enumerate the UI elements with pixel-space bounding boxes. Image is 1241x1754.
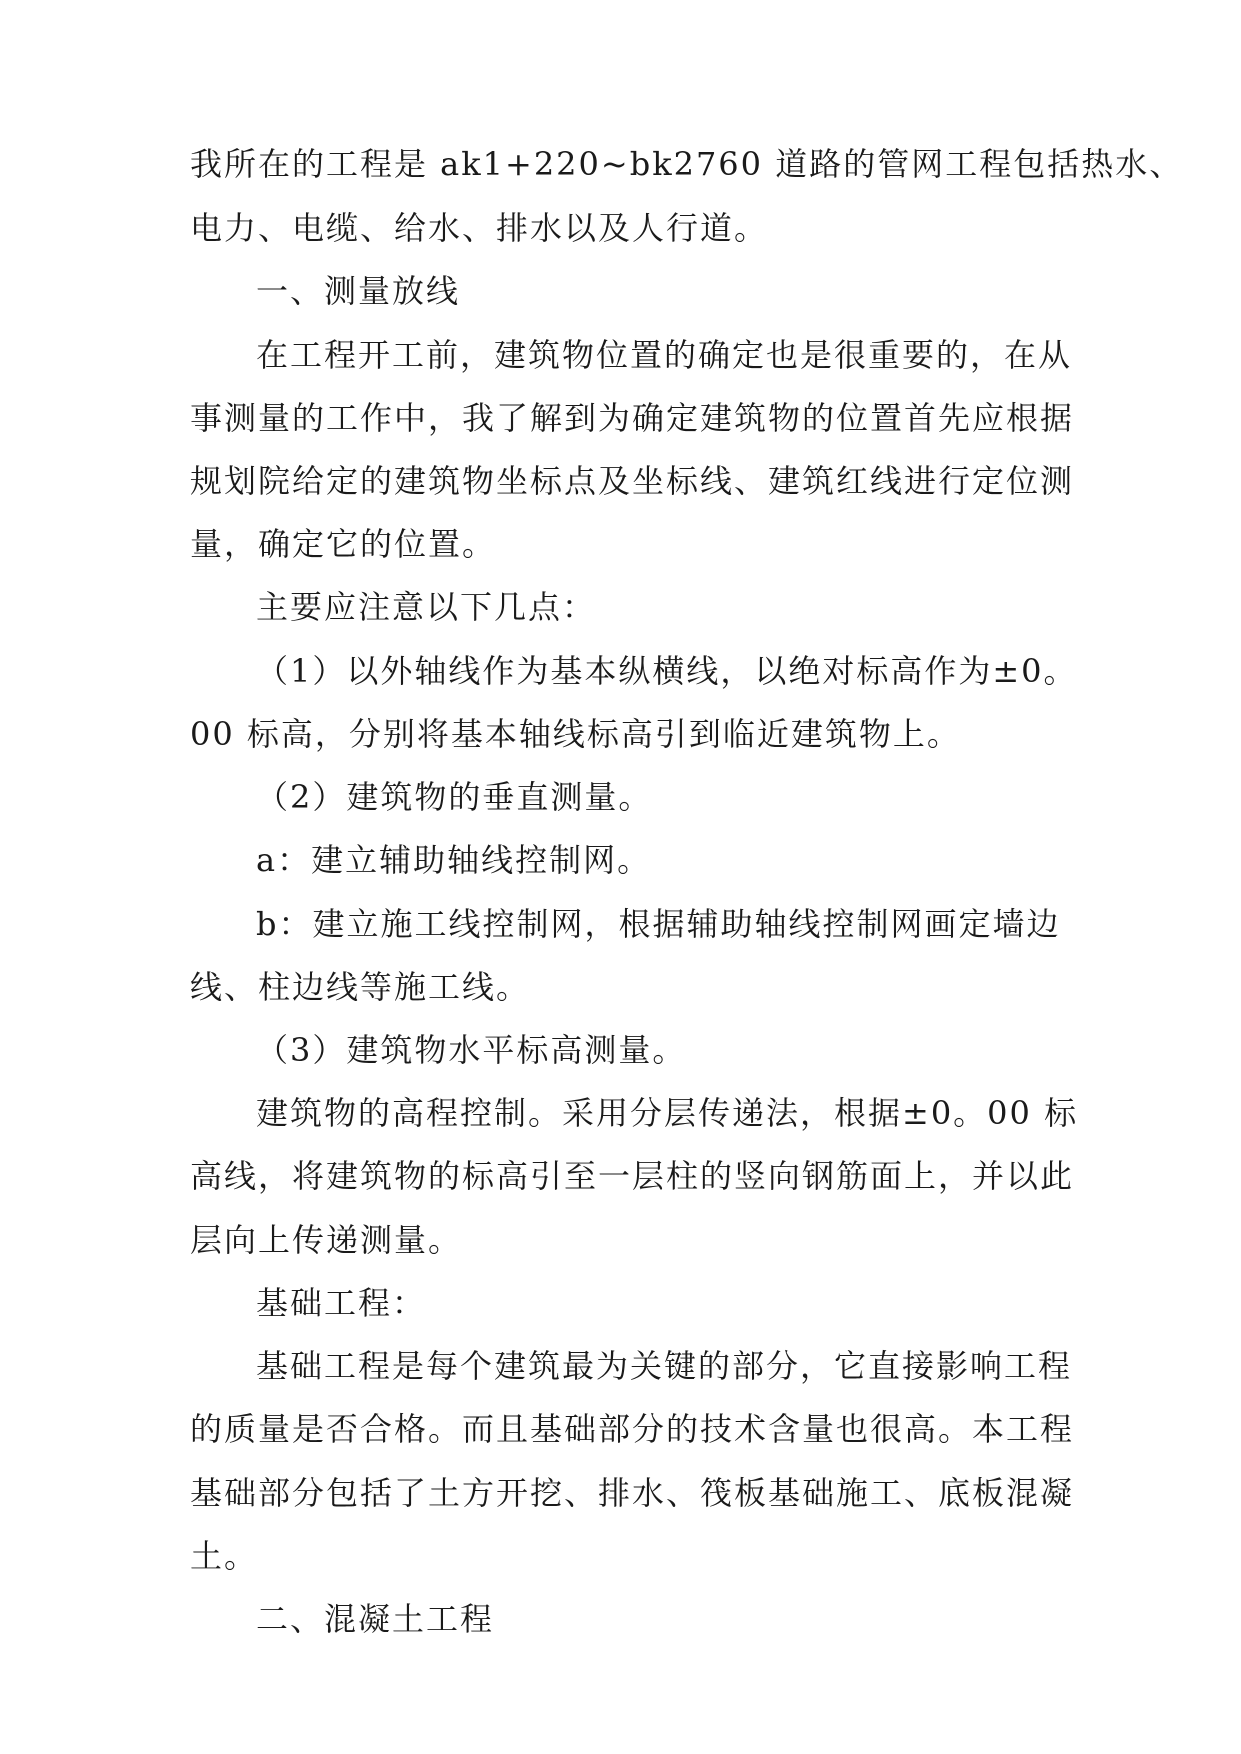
text-line: 在工程开工前，建筑物位置的确定也是很重要的，在从 — [256, 336, 1073, 374]
text-line: 主要应注意以下几点： — [256, 588, 597, 626]
section-heading: 一、测量放线 — [256, 272, 461, 310]
text-line: 电力、电缆、给水、排水以及人行道。 — [190, 209, 769, 247]
text-line: 基础部分包括了土方开挖、排水、筏板基础施工、底板混凝 — [190, 1474, 1075, 1512]
list-item: （2）建筑物的垂直测量。 — [256, 778, 653, 816]
text-line: 建筑物的高程控制。采用分层传递法，根据±0。00 标 — [256, 1094, 1079, 1132]
section-heading: 二、混凝土工程 — [256, 1600, 495, 1638]
list-item: （1）以外轴线作为基本纵横线，以绝对标高作为±0。 — [256, 652, 1078, 690]
list-item: （3）建筑物水平标高测量。 — [256, 1031, 687, 1069]
text-line: 量，确定它的位置。 — [190, 525, 497, 563]
text-line: 00 标高，分别将基本轴线标高引到临近建筑物上。 — [190, 715, 961, 753]
list-item: a：建立辅助轴线控制网。 — [256, 841, 652, 879]
text-line: 层向上传递测量。 — [190, 1221, 463, 1259]
text-line: 我所在的工程是 ak1+220~bk2760 道路的管网工程包括热水、 — [190, 145, 1184, 183]
list-item: b：建立施工线控制网，根据辅助轴线控制网画定墙边 — [256, 905, 1061, 943]
text-line: 基础工程是每个建筑最为关键的部分，它直接影响工程 — [256, 1347, 1073, 1385]
text-line: 规划院给定的建筑物坐标点及坐标线、建筑红线进行定位测 — [190, 462, 1075, 500]
section-heading: 基础工程： — [256, 1284, 427, 1322]
text-line: 线、柱边线等施工线。 — [190, 968, 531, 1006]
text-line: 高线，将建筑物的标高引至一层柱的竖向钢筋面上，并以此 — [190, 1157, 1075, 1195]
text-line: 的质量是否合格。而且基础部分的技术含量也很高。本工程 — [190, 1410, 1075, 1448]
text-line: 土。 — [190, 1537, 259, 1575]
text-line: 事测量的工作中，我了解到为确定建筑物的位置首先应根据 — [190, 399, 1075, 437]
